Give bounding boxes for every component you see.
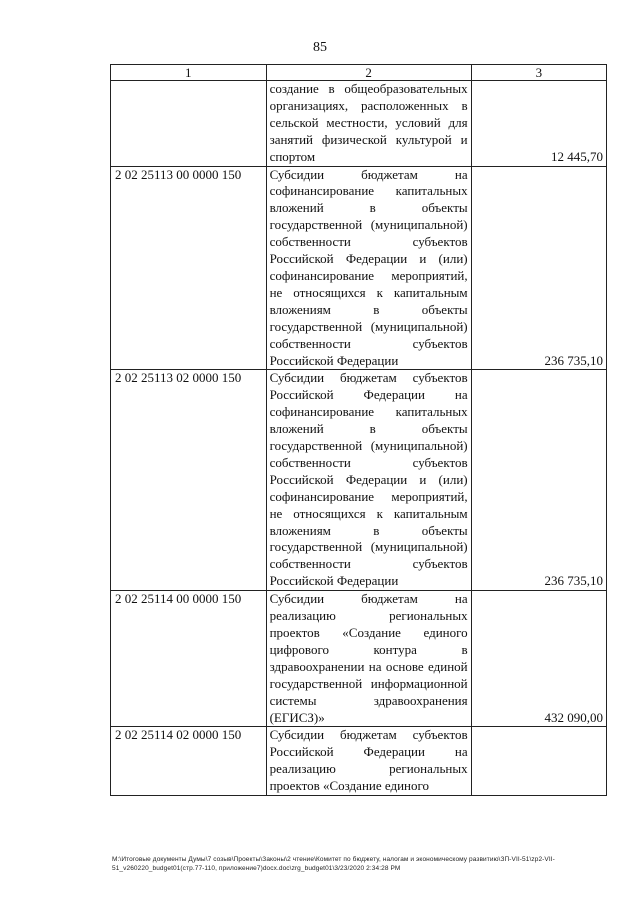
row-code [111, 81, 267, 167]
row-description: Субсидии бюджетам субъектов Российской Федерации на реализацию региональных проектов «Создание единого [266, 727, 471, 796]
header-col-2: 2 [266, 65, 471, 81]
table-row [111, 370, 607, 591]
row-code: 2 02 25113 00 0000 150 [111, 166, 267, 370]
row-code: 2 02 25114 02 0000 150 [111, 727, 267, 796]
header-col-1: 1 [111, 65, 267, 81]
table-row [111, 727, 607, 796]
table-header-row [111, 65, 607, 81]
page-number: 85 [313, 40, 327, 55]
row-amount [471, 727, 606, 796]
row-code: 2 02 25113 02 0000 150 [111, 370, 267, 591]
table-row [111, 81, 607, 167]
row-description: создание в общеобразовательных организациях, расположенных в сельской местности, условий для занятий физической культурой и спортом [266, 81, 471, 167]
row-description: Субсидии бюджетам на софинансирование капитальных вложений в объекты государственной (муниципальной) собственности субъектов Российской Федерации и (или) софинансирование мероприятий, не относящихся к капитальным вложениям в объекты государственной (муниципальной) собственности субъектов Российской Федерации [266, 166, 471, 370]
row-amount: 12 445,70 [471, 81, 606, 167]
document-path-footer: M:\Итоговые документы Думы\7 созыв\Проекты\Законы\2 чтение\Комитет по бюджету, налогам и экономическому развитию\ЗП-VII-51\zp2-VII-51_v260220_budget01(стр.77-110, приложение7)docx.doc\zrg_budget01\3/23/2020 2:34:28 PM [112, 856, 555, 872]
row-code: 2 02 25114 00 0000 150 [111, 591, 267, 727]
budget-table [110, 64, 607, 796]
table-row [111, 591, 607, 727]
table-row [111, 166, 607, 370]
row-description: Субсидии бюджетам на реализацию региональных проектов «Создание единого цифрового контура в здравоохранении на основе единой государственной информационной системы здравоохранения (ЕГИСЗ)» [266, 591, 471, 727]
header-col-3: 3 [471, 65, 606, 81]
row-amount: 236 735,10 [471, 370, 606, 591]
row-description: Субсидии бюджетам субъектов Российской Федерации на софинансирование капитальных вложений в объекты государственной (муниципальной) собственности субъектов Российской Федерации и (или) софинансирование мероприятий, не относящихся к капитальным вложениям в объекты государственной (муниципальной) собственности субъектов Российской Федерации [266, 370, 471, 591]
row-amount: 432 090,00 [471, 591, 606, 727]
row-amount: 236 735,10 [471, 166, 606, 370]
